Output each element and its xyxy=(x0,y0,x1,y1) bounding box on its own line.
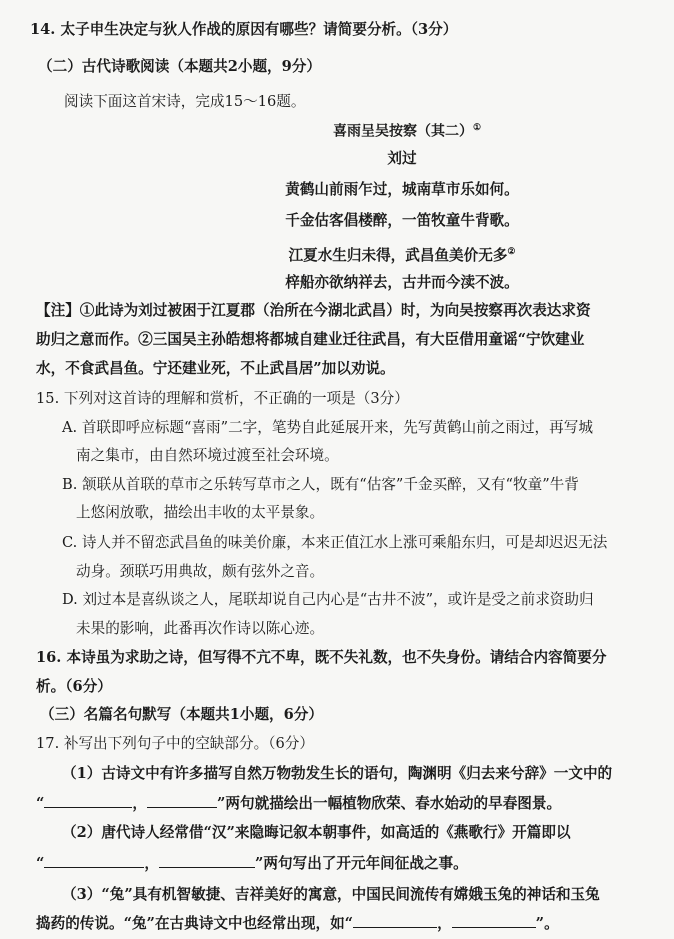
option-d-line-1: D. 刘过本是喜纵谈之人，尾联却说自己内心是“古井不波”，或许是受之前求资助归 xyxy=(62,591,594,608)
answer-blank-5[interactable] xyxy=(353,913,437,928)
option-b-line-2: 上悠闲放歌，描绘出丰收的太平景象。 xyxy=(76,504,325,521)
q17-part-3-line-2 xyxy=(36,913,650,934)
comma: ， xyxy=(132,795,148,812)
question-15-stem: 15. 下列对这首诗的理解和赏析，不正确的一项是（3分） xyxy=(36,390,409,407)
open-quote: “ xyxy=(36,855,45,872)
question-14: 14. 太子申生决定与狄人作战的原因有哪些？请简要分析。（3分） xyxy=(30,21,458,38)
note-line-1: 【注】①此诗为刘过被困于江夏郡（治所在今湖北武昌）时，为向吴按察再次表达求资 xyxy=(36,302,591,319)
q17-part-3-line-1: （3）“兔”具有机智敏捷、吉祥美好的寓意，中国民间流传有嫦娥玉兔的神话和玉兔 xyxy=(62,886,600,903)
poem-line-3 xyxy=(130,242,674,266)
question-17-stem: 17. 补写出下列句子中的空缺部分。（6分） xyxy=(36,735,314,752)
option-b-line-1: B. 颔联从首联的草市之乐转写草市之人，既有“估客”千金买醉，又有“牧童”牛背 xyxy=(62,476,579,493)
reading-instruction: 阅读下面这首宋诗，完成15～16题。 xyxy=(64,93,306,110)
comma: ， xyxy=(144,855,160,872)
part-3-tail: ”。 xyxy=(535,915,559,932)
note-line-2: 助归之意而作。②三国吴主孙皓想将都城自建业迁往武昌，有大臣借用童谣“宁饮建业 xyxy=(36,331,585,348)
answer-blank-6[interactable] xyxy=(452,913,536,928)
option-d-line-2: 未果的影响，此番再次作诗以陈心迹。 xyxy=(76,620,325,637)
q17-part-2-line-1: （2）唐代诗人经常借“汉”来隐晦记叙本朝事件，如高适的《燕歌行》开篇即以 xyxy=(62,824,571,841)
option-a-line-1: A. 首联即呼应标题“喜雨”二字，笔势自此延展开来，先写黄鹤山前之雨过，再写城 xyxy=(62,419,593,436)
question-16-line-1: 16. 本诗虽为求助之诗，但写得不亢不卑，既不失礼数，也不失身份。请结合内容简要分 xyxy=(36,649,607,666)
option-a-line-2: 南之集市，由自然环境过渡至社会环境。 xyxy=(76,447,339,464)
poem-line-1: 黄鹤山前雨乍过，城南草市乐如何。 xyxy=(285,181,519,198)
poem-line-2: 千金估客倡楼醉，一笛牧童牛背歌。 xyxy=(285,212,519,229)
q17-part-2-line-2 xyxy=(36,853,650,874)
poem-title xyxy=(140,118,674,142)
poem-line-3-footnote: ② xyxy=(507,247,516,257)
answer-blank-2[interactable] xyxy=(147,793,217,808)
part-3-head: 捣药的传说。“兔”在古典诗文中也经常出现，如“ xyxy=(36,915,354,932)
part-2-tail: ”两句写出了开元年间征战之事。 xyxy=(255,855,468,872)
note-line-3: 水，不食武昌鱼。宁还建业死，不止武昌居”加以劝说。 xyxy=(36,360,395,377)
q17-part-1-line-1: （1）古诗文中有许多描写自然万物勃发生长的语句，陶渊明《归去来兮辞》一文中的 xyxy=(62,765,613,782)
question-16-line-2: 析。（6分） xyxy=(36,678,112,695)
option-c-line-1: C. 诗人并不留恋武昌鱼的味美价廉，本来正值江水上涨可乘船东归，可是却迟迟无法 xyxy=(62,534,608,551)
answer-blank-3[interactable] xyxy=(44,853,144,868)
answer-blank-4[interactable] xyxy=(159,853,255,868)
poem-title-footnote: ① xyxy=(472,123,482,133)
poem-author: 刘过 xyxy=(387,150,417,167)
comma: ， xyxy=(437,915,452,932)
poem-title-text: 喜雨呈吴按察（其二） xyxy=(332,123,473,140)
q17-part-1-line-2 xyxy=(36,793,650,814)
section-3-header: （三）名篇名句默写（本题共1小题，6分） xyxy=(40,706,323,723)
part-1-tail: ”两句就描绘出一幅植物欣荣、春水始动的早春图景。 xyxy=(217,795,562,812)
poem-line-4: 梓船亦欲纳祥去，古井而今渎不波。 xyxy=(285,274,519,291)
answer-blank-1[interactable] xyxy=(44,793,132,808)
option-c-line-2: 动身。颈联巧用典故，颇有弦外之音。 xyxy=(76,563,325,580)
open-quote: “ xyxy=(36,795,45,812)
section-2-header: （二）古代诗歌阅读（本题共2小题，9分） xyxy=(38,58,321,75)
poem-line-3-text: 江夏水生归未得，武昌鱼美价无多 xyxy=(288,246,508,264)
